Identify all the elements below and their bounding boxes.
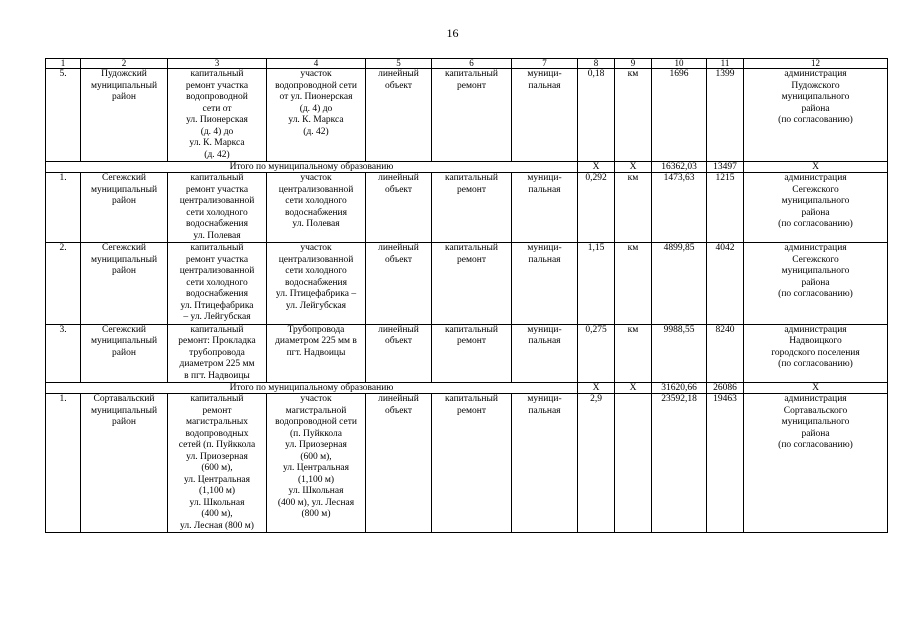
- table-cell: линейный объект: [366, 394, 432, 533]
- document-table: [45, 58, 888, 533]
- table-cell: км: [615, 173, 652, 243]
- column-number-row: [46, 59, 888, 69]
- column-number-cell: 5: [366, 59, 432, 69]
- subtotal-label: Итого по муниципальному образованию: [46, 383, 578, 394]
- table-cell: 8240: [707, 324, 744, 383]
- table-cell: администрация Сегежского муниципального района (по согласованию): [744, 243, 888, 325]
- table-cell: км: [615, 324, 652, 383]
- table-cell: администрация Сортавальского муниципального района (по согласованию): [744, 394, 888, 533]
- table-row: [46, 324, 888, 383]
- table-cell: Х: [578, 162, 615, 173]
- table-cell: участок централизованной сети холодного водоснабжения ул. Полевая: [267, 173, 366, 243]
- table-cell: капитальный ремонт: Прокладка трубопровода диаметром 225 мм в пгт. Надвоицы: [168, 324, 267, 383]
- table-cell: администрация Сегежского муниципального района (по согласованию): [744, 173, 888, 243]
- table-cell: 3.: [46, 324, 81, 383]
- column-number-cell: 9: [615, 59, 652, 69]
- table-cell: муници- пальная: [512, 173, 578, 243]
- table-row: [46, 243, 888, 325]
- table-cell: 23592,18: [652, 394, 707, 533]
- table-cell: 9988,55: [652, 324, 707, 383]
- table-cell: 1.: [46, 394, 81, 533]
- subtotal-label: Итого по муниципальному образованию: [46, 162, 578, 173]
- table-row: [46, 173, 888, 243]
- table-cell: Сегежский муниципальный район: [81, 243, 168, 325]
- table-cell: линейный объект: [366, 173, 432, 243]
- column-number-cell: 3: [168, 59, 267, 69]
- table-cell: 4042: [707, 243, 744, 325]
- table-cell: участок водопроводной сети от ул. Пионерская (д. 4) до ул. К. Маркса (д. 42): [267, 69, 366, 162]
- column-number-cell: 2: [81, 59, 168, 69]
- table-cell: Сегежский муниципальный район: [81, 173, 168, 243]
- table-cell: Пудожский муниципальный район: [81, 69, 168, 162]
- table-cell: 1,15: [578, 243, 615, 325]
- table-cell: Х: [744, 162, 888, 173]
- table-cell: 4899,85: [652, 243, 707, 325]
- table-cell: 0,292: [578, 173, 615, 243]
- table-cell: администрация Пудожского муниципального района (по согласованию): [744, 69, 888, 162]
- table-cell: 1473,63: [652, 173, 707, 243]
- page-number: 16: [446, 26, 459, 40]
- table-cell: 5.: [46, 69, 81, 162]
- column-number-cell: 12: [744, 59, 888, 69]
- table-cell: муници- пальная: [512, 243, 578, 325]
- column-number-cell: 11: [707, 59, 744, 69]
- table-cell: Х: [615, 162, 652, 173]
- subtotal-row: [46, 383, 888, 394]
- column-number-cell: 8: [578, 59, 615, 69]
- table-cell: Трубопровода диаметром 225 мм в пгт. Надвоицы: [267, 324, 366, 383]
- table-cell: 16362,03: [652, 162, 707, 173]
- table-cell: капитальный ремонт: [432, 394, 512, 533]
- table-cell: капитальный ремонт: [432, 69, 512, 162]
- column-number-cell: 1: [46, 59, 81, 69]
- table-cell: муници- пальная: [512, 394, 578, 533]
- table-cell: 19463: [707, 394, 744, 533]
- column-number-cell: 7: [512, 59, 578, 69]
- table-cell: 31620,66: [652, 383, 707, 394]
- table-cell: 0,275: [578, 324, 615, 383]
- subtotal-row: [46, 162, 888, 173]
- table-cell: линейный объект: [366, 324, 432, 383]
- table-cell: капитальный ремонт участка централизованной сети холодного водоснабжения ул. Птицефабрика – ул. Лейгубская: [168, 243, 267, 325]
- table-cell: км: [615, 243, 652, 325]
- table-row: [46, 394, 888, 533]
- table-cell: 2.: [46, 243, 81, 325]
- table-cell: 1696: [652, 69, 707, 162]
- table-row: [46, 69, 888, 162]
- column-number-cell: 10: [652, 59, 707, 69]
- table-cell: линейный объект: [366, 243, 432, 325]
- table-cell: Сортавальский муниципальный район: [81, 394, 168, 533]
- table-cell: 1215: [707, 173, 744, 243]
- table-cell: 26086: [707, 383, 744, 394]
- table-cell: Х: [615, 383, 652, 394]
- table-cell: администрация Надвоицкого городского поселения (по согласованию): [744, 324, 888, 383]
- table-cell: 0,18: [578, 69, 615, 162]
- table-cell: км: [615, 69, 652, 162]
- table-cell: участок централизованной сети холодного водоснабжения ул. Птицефабрика – ул. Лейгубская: [267, 243, 366, 325]
- table-cell: капитальный ремонт участка водопроводной сети от ул. Пионерская (д. 4) до ул. К. Маркса (д. 42): [168, 69, 267, 162]
- table-cell: 13497: [707, 162, 744, 173]
- table-cell: Х: [744, 383, 888, 394]
- table-cell: участок магистральной водопроводной сети (п. Пуйккола ул. Приозерная (600 м), ул. Центральная (1,100 м) ул. Школьная (400 м), ул. Лесная (800 м): [267, 394, 366, 533]
- table-cell: капитальный ремонт: [432, 243, 512, 325]
- table-cell: муници- пальная: [512, 69, 578, 162]
- table-cell: муници- пальная: [512, 324, 578, 383]
- table-cell: 1399: [707, 69, 744, 162]
- table-cell: Сегежский муниципальный район: [81, 324, 168, 383]
- table-cell: [615, 394, 652, 533]
- table-cell: линейный объект: [366, 69, 432, 162]
- column-number-cell: 6: [432, 59, 512, 69]
- table-cell: капитальный ремонт: [432, 324, 512, 383]
- table-cell: капитальный ремонт участка централизованной сети холодного водоснабжения ул. Полевая: [168, 173, 267, 243]
- table-cell: 2,9: [578, 394, 615, 533]
- table-cell: Х: [578, 383, 615, 394]
- table-cell: 1.: [46, 173, 81, 243]
- table-cell: капитальный ремонт: [432, 173, 512, 243]
- table-cell: капитальный ремонт магистральных водопроводных сетей (п. Пуйккола ул. Приозерная (600 м), ул. Центральная (1,100 м) ул. Школьная (400 м), ул. Лесная (800 м): [168, 394, 267, 533]
- column-number-cell: 4: [267, 59, 366, 69]
